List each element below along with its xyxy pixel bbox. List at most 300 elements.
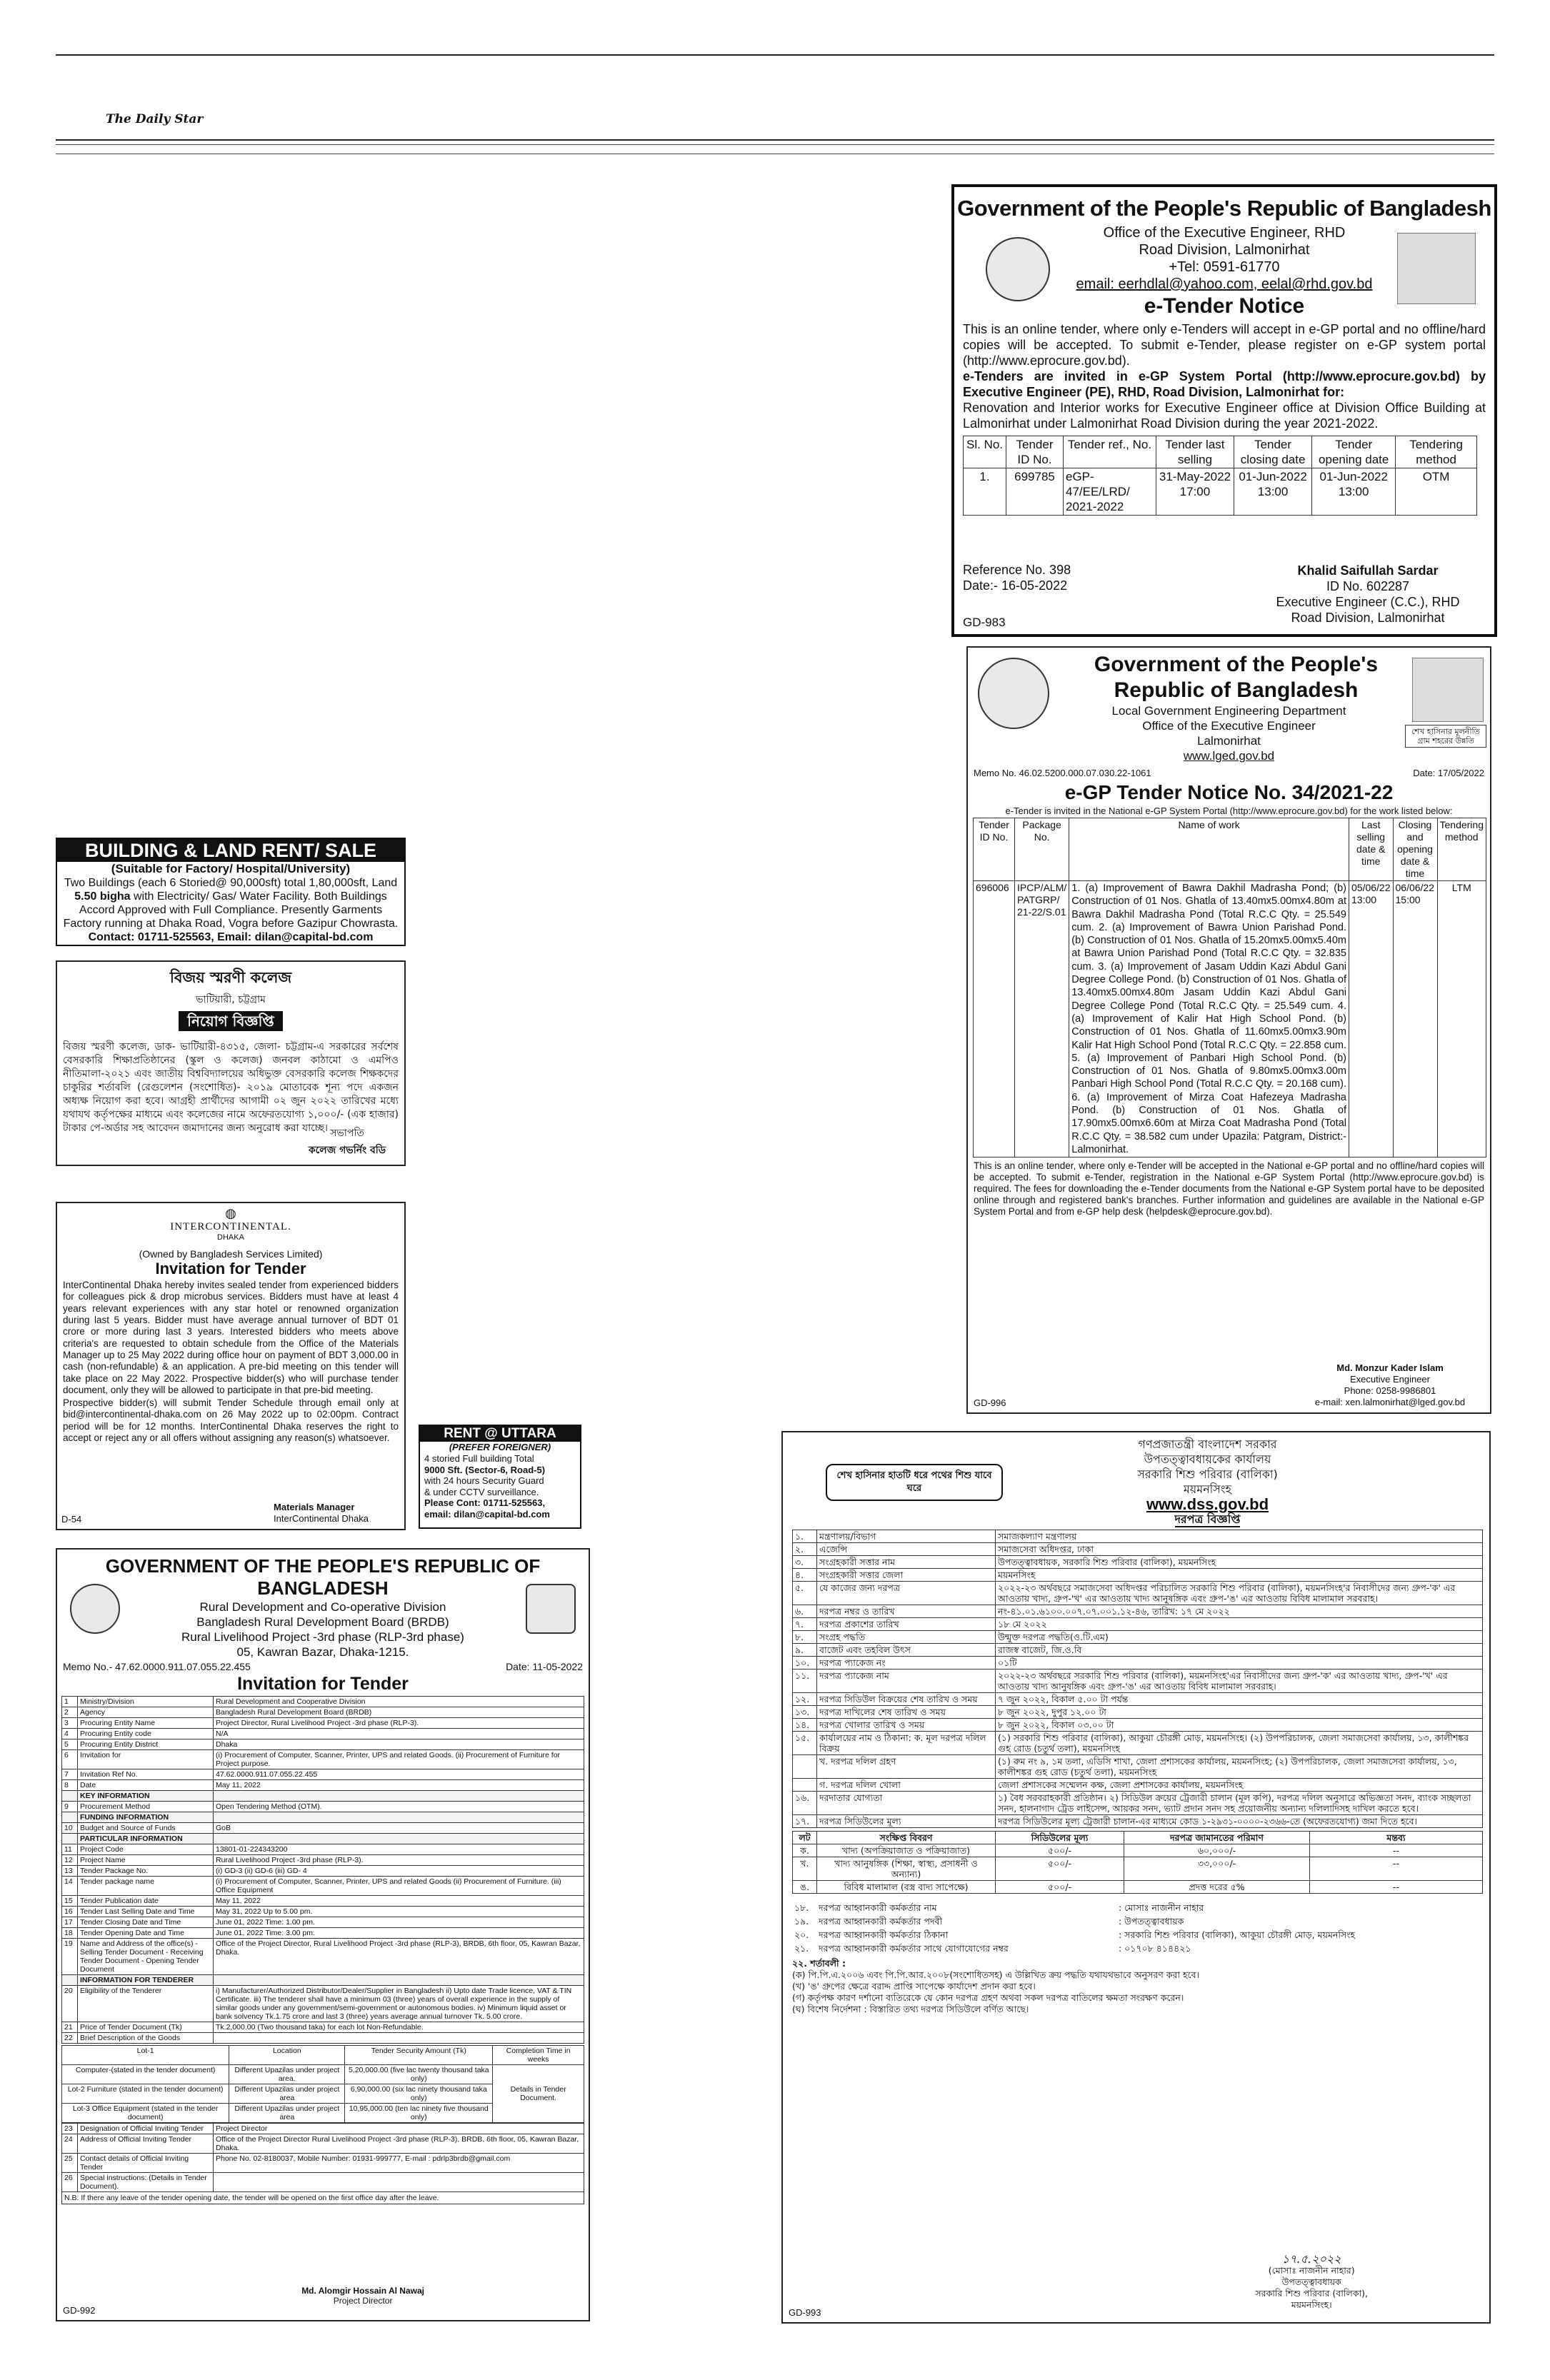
brdb-table-row (62, 1823, 584, 1834)
lged-intro: e-Tender is invited in the National e-GP System Portal (http://www.eprocure.gov.bd) for the work listed below: (1005, 805, 1453, 816)
brdb-line: Rural Livelihood Project -3rd phase (RLP-3rd phase) (181, 1630, 464, 1644)
dss-table-cell: ১৩. (793, 1706, 817, 1719)
dss-table-cell: সংগ্রহ পদ্ধতি (817, 1631, 996, 1644)
brdb-table-row (62, 1791, 584, 1802)
intercontinental-title: Invitation for Tender (155, 1260, 306, 1278)
brdb-table-cell: Rural Development and Cooperative Division (214, 1697, 584, 1707)
uttara-line: 9000 Sft. (Sector-6, Road-5) (424, 1464, 546, 1475)
lged-td-method: LTM (1437, 881, 1486, 1158)
rhd-office-line: +Tel: 0591-61770 (1169, 259, 1280, 275)
dss-table-cell: ১৪. (793, 1719, 817, 1732)
brdb-table-2-cell: Project Director (214, 2124, 584, 2134)
brdb-lot-cell: Lot-2 Furniture (stated in the tender document) (62, 2084, 229, 2104)
dss-contacts-cell: : সরকারি শিশু পরিবার (বালিকা), আকুয়া চৌরঙ্গী মোড়, ময়মনসিংহ (1119, 1929, 1356, 1940)
intercontinental-signature (274, 1502, 369, 1525)
brdb-table-row (62, 1975, 584, 1986)
lged-signer: Md. Monzur Kader Islam (1336, 1362, 1444, 1373)
intercontinental-signer-2: InterContinental Dhaka (274, 1513, 369, 1524)
brdb-table-cell: 10 (62, 1823, 78, 1834)
brdb-table-cell: Invitation for (78, 1750, 214, 1769)
brdb-table-2 (61, 2123, 584, 2192)
dss-sign-city: ময়মনসিংহ। (1291, 2299, 1332, 2310)
brdb-table-cell: Project Director, Rural Livelihood Project -3rd phase (RLP-3). (214, 1718, 584, 1729)
dss-table-cell: দরপত্র প্যাকেজ নাম (817, 1669, 996, 1693)
dss-header-line: সরকারি শিশু পরিবার (বালিকা) (1137, 1467, 1278, 1481)
intercontinental-body: InterContinental Dhaka hereby invites sealed tender from experienced bidders for colleagues pick & drop microbus services. Bidders must have at least 4 years relevant experiences with any star hotel or renowned organization during last 5 years. Bidder must have average annual turnover of BDT 01 crore or more during last 3 years. Interested bidders who meets above criteria's are requested to obtain schedule from the Office of the Materials Manager up to 25 May 2022 during office hour on payment of BDT 3,000.00 in cash (non-refundable) & an application. A pre-bid meeting on this tender will take place on 22 May 2022. Prospective bidder(s) who will purchase tender document, only they will be allowed to participate in that pre-bid meeting. (63, 1280, 399, 1395)
dss-groups-cell: -- (1310, 1881, 1483, 1894)
dss-groups-cell: ঙ. (793, 1881, 817, 1894)
building-line: Two Buildings (each 6 Storied@ 90,000sft) total 1,80,000sft, Land (64, 877, 398, 889)
brdb-table-cell: Procurement Method (78, 1802, 214, 1812)
rhd-td: eGP-47/EE/LRD/ 2021-2022 (1064, 468, 1156, 516)
brdb-table-cell (214, 1812, 584, 1823)
brdb-table-cell: (i) GD-3 (ii) GD-6 (iii) GD- 4 (214, 1866, 584, 1877)
lged-email[interactable]: e-mail: xen.lalmonirhat@lged.gov.bd (1314, 1397, 1466, 1407)
dss-table-cell: সংগ্রহকারী সত্তার জেলা (817, 1569, 996, 1582)
dss-header-line: গণপ্রজাতন্ত্রী বাংলাদেশ সরকার (1138, 1437, 1277, 1451)
dss-table-row (793, 1693, 1483, 1706)
college-sign-2: কলেজ গভর্নিং বডি (308, 1145, 386, 1156)
dss-table-cell: ১৭. (793, 1815, 817, 1828)
dss-website-link[interactable]: www.dss.gov.bd (1146, 1495, 1269, 1513)
lged-td-work: 1. (a) Improvement of Bawra Dakhil Madrasha Pond; (b) Construction of 01 Nos. Ghatla of 13.40mx5.00mx4.80m at Bawra Dakhil Madrasha Pond (Total R.C.C Qty. = 25.549 cum. 2. (a) Improvement of Bawra Union Parishad Pond. (b) Construction of 01 Nos. Ghatla of 15.20mx5.00mx5.40m at Bawra Union Parishad Pond (Total R.C.C Qty. = 32.835 cum. 3. (a) Improvement of Jasam Uddin Kazi Abdul Gani Degree College Pond. (b) Construction of 01 Nos. Ghatla of 13.40mx5.00mx4.80m Jasam Uddin Kazi Abdul Gani Degree College Pond (Total R.C.C Qty. = 25.549 cum. 4. (a) Improvement of Kalir Hat High School Pond. (b) Construction of 01 Nos. Ghatla of 11.60mx5.00mx3.90m Kalir Hat High School Pond (Total R.C.C Qty. = 22.858 cum. 5. (a) Improvement of Panbari High School Pond. (b) Construction of 01 Nos. Ghatla of 9.80mx5.00mx3.00m Panbari High School Pond (Total R.C.C Qty. = 20.168 cum). 6. (a) Improvement of Mirza Coat Hafezeya Madrasha Pond. (b) Construction of 01 Nos. Ghatla of 17.90mx5.00mx6.60m at Mirza Coat Madrasha Pond (Total R.C.C Qty. = 38.582 cum under Upazila: Patgram, District:-Lalmonirhat. (1069, 881, 1349, 1158)
dss-table-cell: (১) রুম নং ৯, ১ম তলা, এডিসি শাখা, জেলা প্রশাসকের কার্যালয়, ময়মনসিংহ; (২) উপপরিচালক, জেলা সমাজসেবা কার্যালয়, ১৩, কালীশঙ্কর গুহ রোড (চতুর্থ তলা), ময়মনসিংহ (996, 1755, 1483, 1779)
dss-slogan: শেখ হাসিনার হাতটি ধরে পথের শিশু যাবে ঘরে (826, 1464, 1003, 1501)
brdb-table-row (62, 1917, 584, 1928)
brdb-table (61, 1696, 584, 2044)
dss-groups-cell: -- (1310, 1857, 1483, 1881)
lged-office-line: Lalmonirhat (1197, 734, 1261, 748)
lged-tender-ad (966, 646, 1491, 1414)
brdb-table-cell (62, 1812, 78, 1823)
lged-th: Last selling date & time (1349, 818, 1394, 881)
rhd-para-2: e-Tenders are invited in e-GP System Portal (http://www.eprocure.gov.bd) by Executive Engineer (PE), RHD, Road Division, Lalmonirhat for: (963, 369, 1486, 399)
dss-contacts (792, 1901, 1483, 1955)
brdb-table-cell: Tender package name (78, 1877, 214, 1896)
lged-gd-code: GD-996 (974, 1397, 1006, 1408)
dss-contacts-cell: ২১. (794, 1943, 809, 1954)
dss-table-row (793, 1644, 1483, 1657)
dss-groups-header-row (793, 1832, 1483, 1844)
brdb-table-row (62, 1866, 584, 1877)
dss-groups-header: সিডিউলের মূল্য (996, 1832, 1124, 1844)
brdb-table-row (62, 1812, 584, 1823)
brdb-table-cell: Price of Tender Document (Tk) (78, 2022, 214, 2033)
golden-jubilee-logo (978, 658, 1049, 729)
dss-table-cell: যে কাজের জন্য দরপত্র (817, 1582, 996, 1605)
uttara-subtitle: (PREFER FOREIGNER) (449, 1442, 551, 1452)
brdb-table-2-cell: 25 (62, 2154, 78, 2173)
brdb-table-row (62, 1739, 584, 1750)
dss-header-line: উপতত্ত্বাবধায়কের কার্যালয় (1144, 1452, 1271, 1466)
dss-table-cell: (১) সরকারি শিশু পরিবার (বালিকা), আকুয়া চৌরঙ্গী মোড়, ময়মনসিংহ। (২) উপপরিচালক, জেলা সমাজসেবা কার্যালয়, ১৩, কালীশঙ্কর গুহ রোড (চতুর্থ তলা), ময়মনসিংহ (996, 1732, 1483, 1755)
brdb-table-row (62, 1697, 584, 1707)
rhd-office-line: Road Division, Lalmonirhat (1139, 242, 1310, 258)
dss-groups-cell: খাদ্য আনুষঙ্গিক (শিক্ষা, স্বাস্থ্য, প্রসাধনী ও অন্যান্য) (817, 1857, 996, 1881)
dss-table-row (793, 1605, 1483, 1618)
college-recruitment-ad (56, 960, 406, 1166)
dss-contacts-cell: দরপত্র আহ্বানকারী কর্মকর্তার সাথে যোগাযোগের নম্বর (819, 1943, 1009, 1954)
rhd-th: Tender ref., No. (1064, 436, 1156, 468)
dss-sign-office: সরকারি শিশু পরিবার (বালিকা), (1255, 2288, 1368, 2299)
intercontinental-body-2: Prospective bidder(s) will submit Tender Schedule through email only at bid@intercontinental-dhaka.com on 26 May 2022 up to 02:00pm. Contract period will be for 12 months. InterContinental Dhaka reserves the right to accept or reject any or all offers without assigning any reason(s) whatsoever. (63, 1397, 399, 1444)
dss-table-cell: ১. (793, 1530, 817, 1543)
dss-signature (1255, 2254, 1368, 2311)
brdb-table-row (62, 1896, 584, 1907)
lged-date: Date: 17/05/2022 (1413, 768, 1484, 778)
dss-header-line: ময়মনসিংহ (1183, 1482, 1232, 1496)
brdb-lot-cell: Different Upazilas under project area (229, 2104, 345, 2123)
dss-table-cell: দরপত্র খোলার তারিখ ও সময় (817, 1719, 996, 1732)
brdb-lot-cell: 5,20,000.00 (five lac twenty thousand taka only) (345, 2065, 493, 2084)
lged-th: Tendering method (1437, 818, 1486, 881)
brdb-table-cell: Tender Package No. (78, 1866, 214, 1877)
dss-table-cell: সমাজসেবা অধিদপ্তর, ঢাকা (996, 1543, 1483, 1556)
dss-table (792, 1530, 1483, 1828)
brdb-table-cell: 47.62.0000.911.07.055.22.455 (214, 1769, 584, 1780)
brdb-table-row (62, 2033, 584, 2044)
dss-table-cell: ৮. (793, 1631, 817, 1644)
brdb-table-cell (62, 1975, 78, 1986)
lged-th: Package No. (1015, 818, 1069, 881)
dss-groups-row (793, 1881, 1483, 1894)
dss-groups-cell: -- (1310, 1844, 1483, 1857)
lged-footer: This is an online tender, where only e-Tender will be accepted in the National e-GP portal and no offline/hard copies will be accepted. To submit e-Tender, registration in the National e-GP System Portal (http://www.eprocure.gov.bd) is required. The fees for downloading the e-Tender documents from the National e-GP System portal have to be deposited online through and registered bank's branches. Further information and guidelines are available in the National e-GP System Portal and from e-GP help desk (helpdesk@eprocure.gov.bd). (974, 1160, 1484, 1217)
brdb-table-cell: 3 (62, 1718, 78, 1729)
dss-sign-date: ১৭.৫.২০২২ (1281, 2252, 1341, 2266)
brdb-table-cell: i) Manufacturer/Authorized Distributor/Dealer/Supplier in Bangladesh ii) Upto date Trade licence, VAT & TIN Certificate. iii) The tenderer shall have a minimum 03 (three) years of overall experience in the supply of similar goods under any government/semi-government or autonomous bodies. iv) Minimum liquid asset or bank solvency Tk.1.75 crore and last 3 (three) years average annual turnover Tk. 5.00 crore. (214, 1986, 584, 2022)
brdb-table-row (62, 1750, 584, 1769)
brdb-table-cell: (i) Procurement of Computer, Scanner, Printer, UPS and related Goods (ii) Procurement of Furniture. (iii) Office Equipment (214, 1877, 584, 1896)
dss-table-cell: ২০২২-২৩ অর্থবছরে সমাজসেবা অধিদপ্তর পরিচালিত সরকারি শিশু পরিবার (বালিকা), ময়মনসিংহ'র নিবাসীদের জন্য গ্রুপ-'ক' এর আওতায় খাদ্য, গ্রুপ-'খ' এর আওতায় খাদ্য আনুষঙ্গিক এবং গ্রুপ-'ঙ' এর আওতায় বিবিধ মালামাল সরবরাহ। (996, 1582, 1483, 1605)
dss-table-cell: দরপত্র প্রকাশের তারিখ (817, 1618, 996, 1631)
college-place: ভাটিয়ারী, চট্টগ্রাম (196, 994, 266, 1005)
rhd-signature-block (1250, 563, 1486, 626)
brdb-table-cell: 15 (62, 1896, 78, 1907)
uttara-line: 4 storied Full building Total (424, 1453, 534, 1464)
brdb-table-cell: Invitation Ref No. (78, 1769, 214, 1780)
dss-groups-header: লট (793, 1832, 817, 1844)
brdb-logo-icon (526, 1584, 576, 1634)
brdb-table-2-cell: Address of Official Inviting Tender (78, 2134, 214, 2154)
dss-groups-cell: ৬০,০০০/- (1124, 1844, 1310, 1857)
top-rule (56, 54, 1494, 56)
uttara-line: & under CCTV surveillance. (424, 1486, 539, 1497)
intercontinental-brand: INTERCONTINENTAL. (170, 1221, 291, 1232)
brdb-table-cell: Rural Livelihood Project -3rd phase (RLP-3). (214, 1855, 584, 1866)
dss-table-cell: ১১. (793, 1669, 817, 1693)
rhd-td: OTM (1396, 468, 1477, 516)
dss-table-row (793, 1556, 1483, 1569)
brdb-table-cell: Office of the Project Director, Rural Livelihood Project -3rd phase (RLP-3), BRDB, 6th floor, 05, Kawran Bazar, Dhaka. (214, 1939, 584, 1975)
uttara-line: with 24 hours Security Guard (424, 1475, 544, 1486)
brdb-table-row (62, 1877, 584, 1896)
dss-groups-cell: প্রদত্ত দরের ৫% (1124, 1881, 1310, 1894)
brdb-table-cell: Procuring Entity code (78, 1729, 214, 1739)
brdb-title: GOVERNMENT OF THE PEOPLE'S REPUBLIC OF BANGLADESH (105, 1555, 541, 1599)
brdb-table-cell: Budget and Source of Funds (78, 1823, 214, 1834)
rhd-th: Tendering method (1396, 436, 1477, 468)
dss-table-cell: দরপত্র দাখিলের শেষ তারিখ ও সময় (817, 1706, 996, 1719)
dss-table-cell: ২. (793, 1543, 817, 1556)
leader-portrait (1412, 658, 1484, 722)
dss-table-cell (793, 1779, 817, 1792)
brdb-table-cell: 20 (62, 1986, 78, 2022)
dss-table-row (793, 1631, 1483, 1644)
dss-contacts-cell: ১৮. (794, 1902, 809, 1913)
brdb-table-cell: N/A (214, 1729, 584, 1739)
lged-td-selling: 05/06/22 13:00 (1349, 881, 1394, 1158)
brdb-table-cell: Procuring Entity Name (78, 1718, 214, 1729)
brdb-table-cell: 19 (62, 1939, 78, 1975)
brdb-table-2-row (62, 2134, 584, 2154)
rhd-reference: Reference No. 398 (963, 563, 1071, 577)
lged-title: Government of the People's Republic of Bangladesh (1094, 653, 1379, 702)
dss-groups-cell: ৫০০/- (996, 1881, 1124, 1894)
rhd-signer: Khalid Saifullah Sardar (1297, 563, 1439, 578)
dss-condition: (ঘ) বিশেষ নির্দেশনা : বিস্তারিত তথ্য দরপত্র সিডিউলে বর্ণিত আছে। (792, 2004, 1029, 2014)
dss-table-cell: ৮ জুন ২০২২, বিকাল ০৩.০০ টা (996, 1719, 1483, 1732)
dss-table-cell: ১০. (793, 1657, 817, 1669)
dss-table-row (793, 1569, 1483, 1582)
brdb-table-cell: 13 (62, 1866, 78, 1877)
brdb-lot-cell: Different Upazilas under project area (229, 2084, 345, 2104)
rhd-date: Date:- 16-05-2022 (963, 578, 1068, 593)
dss-table-cell: এজেন্সি (817, 1543, 996, 1556)
dss-groups-cell: ৩৩,০০০/- (1124, 1857, 1310, 1881)
rhd-email[interactable]: email: eerhdlal@yahoo.com, eelal@rhd.gov.bd (1076, 276, 1373, 292)
dss-contacts-row (792, 1914, 1483, 1928)
brdb-table-cell: Project Name (78, 1855, 214, 1866)
dss-table-row (793, 1755, 1483, 1779)
dss-table-row (793, 1779, 1483, 1792)
brdb-table-cell: Name and Address of the office(s) - Selling Tender Document - Receiving Tender Document - Opening Tender Document (78, 1939, 214, 1975)
brdb-table-cell: 2 (62, 1707, 78, 1718)
building-title: BUILDING & LAND RENT/ SALE (57, 839, 404, 862)
dss-contacts-cell: ২০. (794, 1929, 809, 1940)
lged-memo: Memo No. 46.02.5200.000.07.030.22-1061 (974, 768, 1151, 778)
dss-tender-ad (781, 1431, 1491, 2324)
brdb-table-row (62, 1844, 584, 1855)
dss-table-cell: বাজেট এবং তহবিল উৎস (817, 1644, 996, 1657)
brdb-table-row (62, 1729, 584, 1739)
brdb-notice-title: Invitation for Tender (237, 1674, 409, 1694)
brdb-table-cell: 4 (62, 1729, 78, 1739)
masthead-rule (56, 139, 1494, 141)
brdb-lot-header: Lot-1 (62, 2046, 229, 2065)
brdb-table-2-cell: 26 (62, 2173, 78, 2192)
brdb-table-cell: 1 (62, 1697, 78, 1707)
brdb-table-cell (214, 1834, 584, 1844)
building-contact: Contact: 01711-525563, Email: dilan@capital-bd.com (88, 931, 374, 943)
brdb-table-cell (214, 2033, 584, 2044)
college-signature (297, 1125, 397, 1159)
college-body: বিজয় স্মরণী কলেজ, ডাক- ভাটিয়ারী-৪৩১৫, জেলা- চট্টগ্রাম-এ সরকারের সর্বশেষ বেসরকারি শিক্ষাপ্রতিষ্ঠানের (স্কুল ও কলেজ) জনবল কাঠামো ও এমপিও নীতিমালা-২০২১ এবং জাতীয় বিশ্ববিদ্যালয়ের অধিভুক্ত বেসরকারি কলেজ শিক্ষকদের চাকুরির শর্তাবলি (রেগুলেশন (সংশোধিত)- ২০১৯ মোতাবেক শূন্য পদে একজন অধ্যক্ষ নিয়োগ করা হবে। আগ্রহী প্রার্থীদের আগামী ০২ জুন ২০২২ তারিখের মধ্যে যথাযথ কর্তৃপক্ষের মাধ্যমে এবং কলেজের নামে অফেরতযোগ্য ১,০০০/- (এক হাজার) টাকার পে-অর্ডার সহ আবেদন জমাদানের জন্য অনুরোধ করা যাচ্ছে। (63, 1041, 399, 1134)
dss-groups-cell: বিবিধ মালামাল (বস্ত্র বাদ্য সাপেক্ষে) (817, 1881, 996, 1894)
dss-table-cell: খ. দরপত্র দলিল গ্রহণ (817, 1755, 996, 1779)
brdb-table-cell: Dhaka (214, 1739, 584, 1750)
dss-table-cell: ৪. (793, 1569, 817, 1582)
rhd-title: Government of the People's Republic of Bangladesh (957, 196, 1491, 221)
rhd-td: 699785 (1006, 468, 1064, 516)
brdb-table-2-row (62, 2124, 584, 2134)
college-sign-1: সভাপতি (330, 1128, 364, 1139)
brdb-table-2-cell (214, 2173, 584, 2192)
lged-th: Tender ID No. (974, 818, 1015, 881)
brdb-table-2-cell: Designation of Official Inviting Tender (78, 2124, 214, 2134)
rhd-office-line: Office of the Executive Engineer, RHD (1103, 225, 1346, 241)
dss-table-cell: উপতত্ত্বাবধায়ক, সরকারি শিশু পরিবার (বালিকা), ময়মনসিংহ (996, 1556, 1483, 1569)
building-line: Factory running at Dhaka Road, Vogra before Gazipur Chowrasta. (63, 918, 399, 930)
dss-table-row (793, 1732, 1483, 1755)
brdb-table-cell (62, 1834, 78, 1844)
masthead-rule-thin (56, 144, 1494, 145)
brdb-nb: N.B: If there any leave of the tender opening date, the tender will be opened on the first office day after the leave. (61, 2192, 584, 2204)
rhd-th: Tender last selling (1156, 436, 1234, 468)
dss-table-cell: ২০২২-২৩ অর্থবছরে সরকারি শিশু পরিবার (বালিকা), ময়মনসিংহ'এর নিবাসীদের জন্য গ্রুপ-'ক' এর আওতায় খাদ্য, গ্রুপ-'খ' এর আওতায় খাদ্য আনুষঙ্গিক এবং গ্রুপ-'ঙ' এর আওতায় বিবিধ মালামাল সরবরাহ। (996, 1669, 1483, 1693)
dss-contacts-cell: দরপত্র আহ্বানকারী কর্মকর্তার নাম (819, 1902, 937, 1913)
brdb-table-cell: Ministry/Division (78, 1697, 214, 1707)
brdb-lot-header: Completion Time in weeks (493, 2046, 584, 2065)
brdb-table-row (62, 1939, 584, 1975)
brdb-table-cell: 6 (62, 1750, 78, 1769)
rhd-tender-table (963, 436, 1477, 516)
brdb-table-cell: Date (78, 1780, 214, 1791)
lged-th: Closing and opening date & time (1393, 818, 1437, 881)
dss-table-cell: ১৬. (793, 1792, 817, 1815)
brdb-table-cell: 7 (62, 1769, 78, 1780)
rhd-td: 01-Jun-2022 13:00 (1312, 468, 1396, 516)
dss-conditions-title: ২২. শর্তাবলী : (792, 1958, 846, 1969)
dss-table-cell: ১৫. (793, 1732, 817, 1755)
lged-td-id: 696006 (974, 881, 1015, 1158)
lged-td-closing: 06/06/22 15:00 (1393, 881, 1437, 1158)
brdb-table-cell: Tender Opening Date and Time (78, 1928, 214, 1939)
brdb-table-cell: Tender Closing Date and Time (78, 1917, 214, 1928)
brdb-table-2-cell: Phone No. 02-8180037, Mobile Number: 01931-999777, E-mail : pdrlp3brdb@gmail.com (214, 2154, 584, 2173)
brdb-table-cell: 5 (62, 1739, 78, 1750)
building-subtitle: (Suitable for Factory/ Hospital/University) (111, 862, 351, 875)
uttara-rent-ad (419, 1425, 581, 1529)
dss-contacts-cell: দরপত্র আহ্বানকারী কর্মকর্তার পদবী (819, 1916, 943, 1927)
dss-groups-header: দরপত্র জামানতের পরিমাণ (1124, 1832, 1310, 1844)
brdb-table-cell: 14 (62, 1877, 78, 1896)
uttara-title: RENT @ UTTARA (420, 1426, 580, 1442)
brdb-line: 05, Kawran Bazar, Dhaka-1215. (236, 1645, 409, 1659)
brdb-table-cell: FUNDING INFORMATION (78, 1812, 214, 1823)
brdb-table-cell: Tender Publication date (78, 1896, 214, 1907)
dss-table-cell: রাজস্ব বাজেট, জি.ও.বি (996, 1644, 1483, 1657)
brdb-table-row (62, 1928, 584, 1939)
dss-table-cell: ৭ জুন ২০২২, বিকাল ৫.০০ টা পর্যন্ত (996, 1693, 1483, 1706)
lged-td-package: IPCP/ALM/ PATGRP/ 21-22/S.01 (1015, 881, 1069, 1158)
dss-table-cell: ১৮ মে ২০২২ (996, 1618, 1483, 1631)
uttara-line: email: dilan@capital-bd.com (424, 1508, 550, 1520)
dss-contacts-cell: : ০১৭০৮ ৪১৪৪২১ (1119, 1943, 1191, 1954)
dss-table-cell: ৭. (793, 1618, 817, 1631)
golden-jubilee-logo (986, 237, 1050, 301)
intercontinental-owned: (Owned by Bangladesh Services Limited) (139, 1248, 323, 1260)
brdb-lot-cell: Different Upazilas under project area. (229, 2065, 345, 2084)
brdb-table-row (62, 1834, 584, 1844)
brdb-table-cell: 17 (62, 1917, 78, 1928)
brdb-date: Date: 11-05-2022 (506, 1661, 583, 1672)
dss-table-cell: ৯. (793, 1644, 817, 1657)
dss-table-cell: সংগ্রহকারী সত্তার নাম (817, 1556, 996, 1569)
brdb-memo: Memo No.- 47.62.0000.911.07.055.22.455 (63, 1661, 251, 1672)
brdb-office-block (57, 1600, 589, 1660)
rhd-signer-id: ID No. 602287 (1326, 579, 1410, 593)
college-notice-title: নিয়োগ বিজ্ঞপ্তি (179, 1011, 283, 1031)
lged-slogan: শেখ হাসিনার মূলনীতি গ্রাম শহরের উন্নতি (1405, 725, 1486, 748)
brdb-table-cell: May 31, 2022 Up to 5.00 pm. (214, 1907, 584, 1917)
dss-table-cell: ০১টি (996, 1657, 1483, 1669)
dss-contacts-row (792, 1942, 1483, 1955)
rhd-notice-title: e-Tender Notice (1144, 294, 1305, 318)
brdb-table-cell: PARTICULAR INFORMATION (78, 1834, 214, 1844)
dss-table-row (793, 1669, 1483, 1693)
brdb-table-row (62, 1986, 584, 2022)
brdb-table-cell (62, 1791, 78, 1802)
dss-contacts-cell: : উপতত্ত্বাবধায়ক (1119, 1916, 1184, 1927)
building-rent-ad (56, 838, 406, 946)
dss-table-cell: মন্ত্রণালয়/বিভাগ (817, 1530, 996, 1543)
brdb-table-cell: Agency (78, 1707, 214, 1718)
dss-contacts-cell: দরপত্র আহ্বানকারী কর্মকর্তার ঠিকানা (819, 1929, 949, 1940)
intercontinental-brand-sub: DHAKA (217, 1233, 244, 1242)
masthead: The Daily Star (106, 112, 204, 126)
rhd-th: Tender closing date (1234, 436, 1311, 468)
brdb-table-cell: 22 (62, 2033, 78, 2044)
brdb-table-row (62, 2022, 584, 2033)
dss-groups-cell: খ. (793, 1857, 817, 1881)
dss-gd-code: GD-993 (789, 2307, 821, 2318)
brdb-table-cell: 16 (62, 1907, 78, 1917)
dss-table-row (793, 1792, 1483, 1815)
dss-table-cell: দরপত্র প্যাকেজ নং (817, 1657, 996, 1669)
dss-groups-cell: খাদ্য (অপক্রিয়াজাত ও পক্রিয়াজাত) (817, 1844, 996, 1857)
dss-condition: (গ) কর্তৃপক্ষ কারণ দর্শানো ব্যতিরেকে যে কোন দরপত্র গ্রহণ অথবা সকল দরপত্র বাতিলের ক্ষমতা সংরক্ষণ করেন। (792, 1992, 1184, 2003)
brdb-signer-title: Project Director (333, 2296, 393, 2306)
dss-table-cell: ১) বৈধ সরবরাহকারী প্রতিষ্ঠান। ২) সিডিউল ক্রয়ের ট্রেজারী চালান (মূল কপি), দরপত্র দলিল অনুসারে অভিজ্ঞতা সনদ, ব্যাংক সচ্ছলতা সনদ, হালনাগাদ ট্রেড লাইসেন্স, আয়কর সনদ, ভ্যাট প্রদান সনদ সহ প্রয়োজনীয় অন্যান্য দলিলাদিসহ দাখিল করতে হবে। (996, 1792, 1483, 1815)
dss-table-row (793, 1618, 1483, 1631)
brdb-table-row (62, 1718, 584, 1729)
brdb-table-row (62, 1907, 584, 1917)
brdb-table-2-row (62, 2173, 584, 2192)
brdb-table-cell: Eligibility of the Tenderer (78, 1986, 214, 2022)
dss-table-row (793, 1543, 1483, 1556)
dss-groups-row (793, 1844, 1483, 1857)
brdb-table-cell: Brief Description of the Goods (78, 2033, 214, 2044)
brdb-lot-cell: Lot-3 Office Equipment (stated in the tender document) (62, 2104, 229, 2123)
dss-table-row (793, 1582, 1483, 1605)
dss-table-cell: ৮ জুন ২০২২, দুপুর ১২.০০ টা (996, 1706, 1483, 1719)
brdb-lot-completion: Details in Tender Document. (493, 2065, 584, 2123)
brdb-signer: Md. Alomgir Hossain Al Nawaj (301, 2286, 424, 2296)
brdb-table-row (62, 1707, 584, 1718)
dss-table-cell: কার্যালয়ের নাম ও ঠিকানা: ক. মূল দরপত্র দলিল বিক্রয় (817, 1732, 996, 1755)
lged-website-link[interactable]: www.lged.gov.bd (1183, 749, 1275, 763)
dss-table-cell: দরপত্র নম্বর ও তারিখ (817, 1605, 996, 1618)
lged-phone: Phone: 0258-9986801 (1344, 1385, 1436, 1396)
brdb-table-cell: Bangladesh Rural Development Board (BRDB) (214, 1707, 584, 1718)
building-line: Accord Approved with Full Compliance. Presently Garments (79, 904, 383, 916)
brdb-table-2-cell: Contact details of Official Inviting Tender (78, 2154, 214, 2173)
brdb-lots-table (61, 2045, 584, 2123)
dss-table-cell: দরপত্র সিডিউলের মূল্য ট্রেজারী চালান-এর মাধ্যমে কোড ১-২৯৩১-০০০০-২৩৬৬-তে (অফেরতযোগ্য) জমা দিতে হবে। (996, 1815, 1483, 1828)
building-line-2 (60, 890, 401, 903)
brdb-table-2-cell: 23 (62, 2124, 78, 2134)
